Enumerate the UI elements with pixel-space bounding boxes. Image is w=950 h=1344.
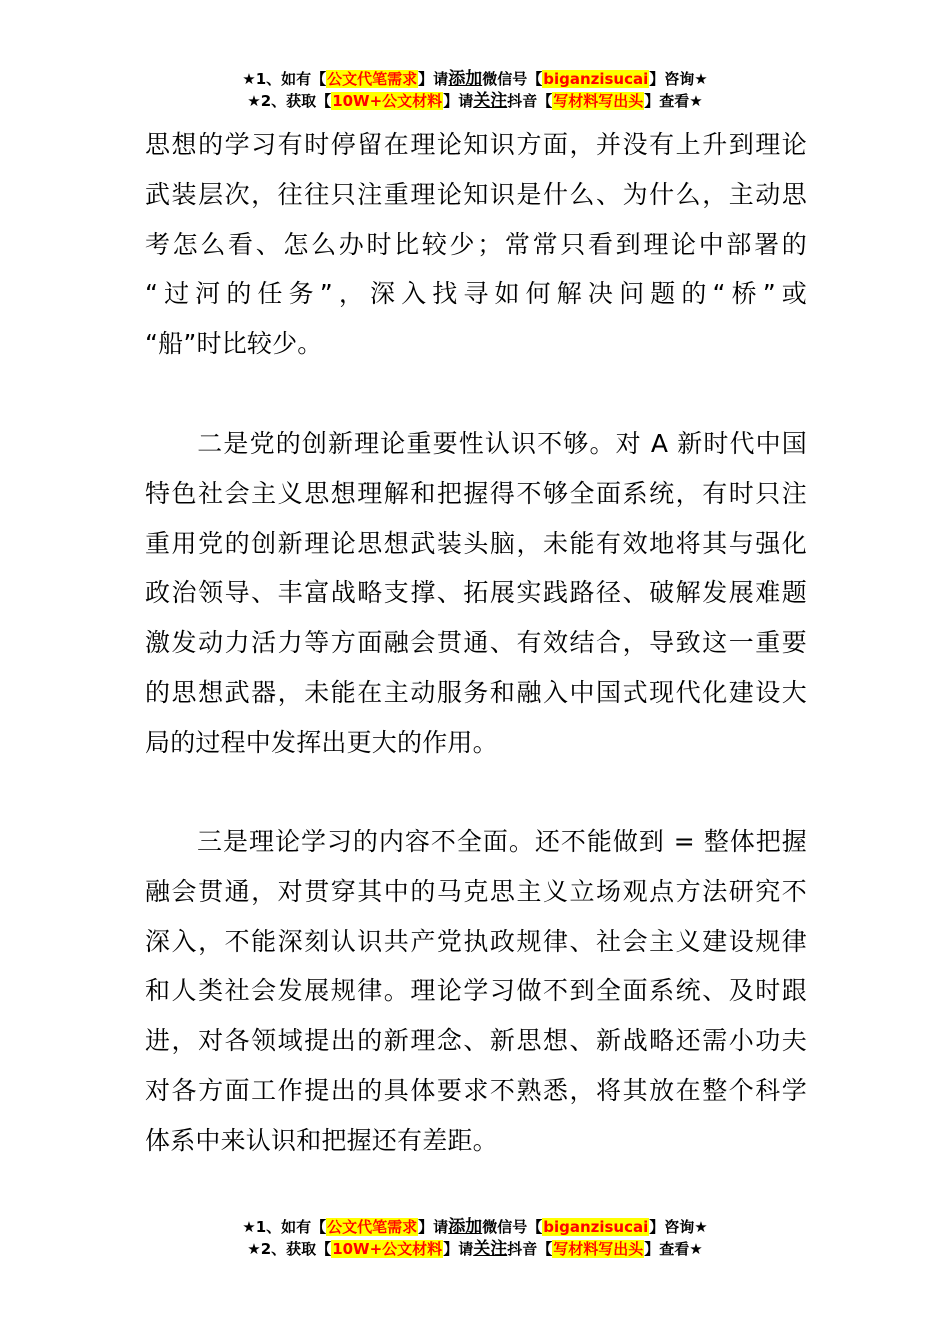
text-line: 二是党的创新理论重要性认识不够。对 A 新时代中国 — [145, 429, 807, 458]
banner-emphasis: 添加 — [448, 69, 483, 89]
text-line: 局的过程中发挥出更大的作用。 — [145, 727, 498, 757]
banner-text: 】请 — [443, 1240, 474, 1258]
text-line: 体系中来认识和把握还有差距。 — [145, 1125, 498, 1155]
highlight-service: 公文代笔需求 — [327, 70, 418, 88]
banner-text: 】请 — [418, 70, 449, 88]
highlight-wechat-id: biganzisucai — [543, 1218, 649, 1236]
text-line: 的思想武器，未能在主动服务和融入中国式现代化建设大 — [145, 677, 807, 707]
text-line: 激发动力活力等方面融会贯通、有效结合，导致这一重要 — [145, 628, 807, 658]
banner-text: 】请 — [418, 1218, 449, 1236]
highlight-materials: 10W+公文材料 — [332, 92, 443, 110]
banner-line-2 — [0, 1238, 950, 1260]
text-line: 对各方面工作提出的具体要求不熟悉，将其放在整个科学 — [145, 1075, 807, 1105]
text-line: “过河的任务”，深入找寻如何解决问题的“桥”或 — [145, 279, 807, 309]
text-line: 特色社会主义思想理解和把握得不够全面系统，有时只注 — [145, 478, 807, 508]
text-line: 考怎么看、怎么办时比较少；常常只看到理论中部署的 — [145, 229, 807, 259]
banner-emphasis: 关注 — [473, 1239, 508, 1259]
banner-line-2 — [0, 90, 950, 112]
banner-text: 抖音【 — [507, 92, 553, 110]
banner-text: ★2、获取【 — [247, 1240, 332, 1258]
banner-text: 】咨询★ — [649, 70, 708, 88]
banner-text: 】请 — [443, 92, 474, 110]
paragraph-point-two — [145, 419, 807, 768]
banner-text: ★2、获取【 — [247, 92, 332, 110]
text-line: 和人类社会发展规律。理论学习做不到全面系统、及时跟 — [145, 976, 807, 1006]
text-line: 重用党的创新理论思想武装头脑，未能有效地将其与强化 — [145, 528, 807, 558]
text-line: 政治领导、丰富战略支撑、拓展实践路径、破解发展难题 — [145, 578, 807, 608]
banner-text: 】查看★ — [644, 92, 703, 110]
paragraph-point-three — [145, 817, 807, 1166]
banner-text: 微信号【 — [482, 70, 543, 88]
highlight-wechat-id: biganzisucai — [543, 70, 649, 88]
text-line: 深入，不能深刻认识共产党执政规律、社会主义建设规律 — [145, 926, 807, 956]
paragraph-continuation — [145, 120, 807, 369]
banner-line-1 — [0, 1216, 950, 1238]
text-line: 武装层次，往往只注重理论知识是什么、为什么，主动思 — [145, 179, 807, 209]
text-line: “船”时比较少。 — [145, 329, 323, 359]
banner-text: ★1、如有【 — [242, 70, 327, 88]
banner-emphasis: 添加 — [448, 1217, 483, 1237]
highlight-douyin-account: 写材料写出头 — [553, 92, 644, 110]
header-banner — [0, 68, 950, 112]
highlight-materials: 10W+公文材料 — [332, 1240, 443, 1258]
text-line: 融会贯通，对贯穿其中的马克思主义立场观点方法研究不 — [145, 876, 807, 906]
text-line: 进，对各领域提出的新理念、新思想、新战略还需小功夫 — [145, 1026, 807, 1056]
banner-emphasis: 关注 — [473, 91, 508, 111]
text-line: 思想的学习有时停留在理论知识方面，并没有上升到理论 — [145, 130, 807, 159]
banner-text: 】咨询★ — [649, 1218, 708, 1236]
banner-text: 】查看★ — [644, 1240, 703, 1258]
highlight-service: 公文代笔需求 — [327, 1218, 418, 1236]
footer-banner — [0, 1216, 950, 1260]
banner-text: ★1、如有【 — [242, 1218, 327, 1236]
banner-text: 微信号【 — [482, 1218, 543, 1236]
highlight-douyin-account: 写材料写出头 — [553, 1240, 644, 1258]
text-line: 三是理论学习的内容不全面。还不能做到 = 整体把握 — [145, 827, 807, 856]
banner-line-1 — [0, 68, 950, 90]
banner-text: 抖音【 — [507, 1240, 553, 1258]
